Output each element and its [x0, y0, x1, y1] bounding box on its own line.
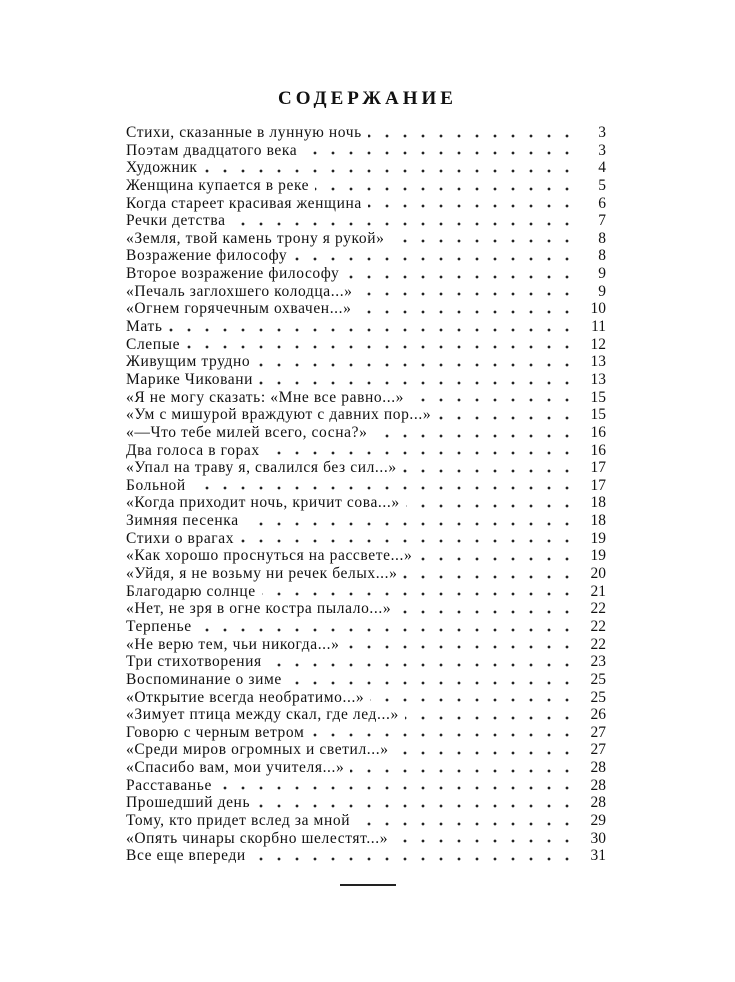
toc-entry [126, 283, 606, 301]
toc-entry-title: Марике Чиковани [126, 371, 259, 388]
toc-entry-page: 25 [590, 670, 606, 688]
toc-entry-leader [126, 512, 576, 530]
toc-entry [126, 389, 606, 407]
toc-entry-leader [126, 247, 576, 265]
toc-entry-page: 13 [590, 353, 606, 371]
toc-entry-leader [126, 124, 576, 142]
toc-entry [126, 812, 606, 830]
toc-entry-page: 18 [590, 494, 606, 512]
toc-entry-leader [126, 177, 576, 195]
toc-entry-leader [126, 724, 576, 742]
toc-entry-title: Стихи, сказанные в лунную ночь [126, 124, 368, 141]
toc-entry [126, 512, 606, 530]
toc-entry [126, 636, 606, 654]
page-title: СОДЕРЖАНИЕ [278, 88, 457, 109]
toc-entry-title: Речки детства [126, 212, 232, 229]
toc-entry-title: «Спасибо вам, мои учителя...» [126, 759, 350, 776]
toc-entry-page: 17 [590, 476, 606, 494]
toc-entry-page: 10 [590, 300, 606, 318]
toc-entry-leader [126, 195, 576, 213]
toc-entry-title: Три стихотворения [126, 653, 268, 670]
toc-entry-title: Женщина купается в реке [126, 177, 315, 194]
toc-entry-title: Терпенье [126, 618, 198, 635]
toc-entry-leader [126, 283, 576, 301]
toc-entry-title: «Как хорошо проснуться на рассвете...» [126, 547, 418, 564]
toc-entry-title: Воспоминание о зиме [126, 671, 288, 688]
toc-entry-title: Все еще впереди [126, 847, 252, 864]
toc-entry-title: Расставанье [126, 777, 218, 794]
toc-entry-page: 19 [590, 547, 606, 565]
toc-entry [126, 406, 606, 424]
toc-entry [126, 336, 606, 354]
toc-entry-leader [126, 530, 576, 548]
toc-entry-title: «Печаль заглохшего колодца...» [126, 283, 359, 300]
toc-entry-title: Больной [126, 477, 192, 494]
toc-entry [126, 741, 606, 759]
toc-entry [126, 353, 606, 371]
toc-entry-leader [126, 600, 576, 618]
toc-entry-leader [126, 424, 576, 442]
toc-entry-title: Поэтам двадцатого века [126, 142, 303, 159]
toc-entry [126, 477, 606, 495]
toc-entry [126, 124, 606, 142]
toc-entry-page: 23 [590, 653, 606, 671]
toc-entry-title: Прошедший день [126, 794, 256, 811]
toc-entry-leader [126, 265, 576, 283]
toc-entry-leader [126, 318, 576, 336]
toc-entry-leader [126, 212, 576, 230]
toc-entry-page: 21 [590, 582, 606, 600]
toc-entry [126, 442, 606, 460]
toc-entry [126, 830, 606, 848]
toc-entry [126, 459, 606, 477]
toc-entry-page: 26 [590, 706, 606, 724]
toc-entry-page: 16 [590, 423, 606, 441]
toc-entry-page: 6 [598, 194, 606, 212]
toc-entry [126, 706, 606, 724]
toc-entry-leader [126, 741, 576, 759]
toc-entry-title: Говорю с черным ветром [126, 724, 310, 741]
toc-entry-page: 27 [590, 723, 606, 741]
toc-entry-leader [126, 583, 576, 601]
toc-entry [126, 371, 606, 389]
toc-entry-leader [126, 230, 576, 248]
toc-entry-leader [126, 389, 576, 407]
toc-entry-page: 15 [590, 388, 606, 406]
toc-entry-page: 16 [590, 441, 606, 459]
toc-entry-leader [126, 142, 576, 160]
toc-entry-title: Благодарю солнце [126, 583, 262, 600]
toc-entry-title: «Упал на траву я, свалился без сил...» [126, 459, 403, 476]
toc-entry-page: 22 [590, 635, 606, 653]
toc-entry [126, 424, 606, 442]
toc-entry [126, 565, 606, 583]
toc-entry-page: 5 [598, 176, 606, 194]
toc-entry-page: 4 [598, 159, 606, 177]
toc-entry-leader [126, 777, 576, 795]
toc-entry [126, 159, 606, 177]
toc-entry [126, 653, 606, 671]
toc-entry [126, 724, 606, 742]
toc-entry-leader [126, 671, 576, 689]
toc-entry [126, 247, 606, 265]
toc-entry [126, 671, 606, 689]
toc-entry [126, 230, 606, 248]
toc-entry-leader [126, 494, 576, 512]
toc-entry-title: Тому, кто придет вслед за мной [126, 812, 356, 829]
toc-entry [126, 847, 606, 865]
toc-entry-leader [126, 371, 576, 389]
toc-entry [126, 494, 606, 512]
toc-entry-title: Слепые [126, 336, 186, 353]
toc-entry [126, 265, 606, 283]
toc-entry [126, 212, 606, 230]
toc-entry-leader [126, 406, 576, 424]
toc-entry-leader [126, 300, 576, 318]
toc-entry-leader [126, 653, 576, 671]
toc-entry-title: Художник [126, 159, 204, 176]
toc-entry-title: Два голоса в горах [126, 442, 266, 459]
toc-entry [126, 195, 606, 213]
toc-entry [126, 318, 606, 336]
toc-entry-page: 3 [598, 124, 606, 141]
toc-entry-leader [126, 336, 576, 354]
toc-entry-title: «Не верю тем, чьи никогда...» [126, 636, 345, 653]
toc-entry-page: 29 [590, 811, 606, 829]
toc-entry-leader [126, 565, 576, 583]
toc-entry-page: 17 [590, 459, 606, 477]
toc-entry-page: 28 [590, 776, 606, 794]
toc-entry-leader [126, 830, 576, 848]
toc-entry-title: «Нет, не зря в огне костра пылало...» [126, 600, 397, 617]
toc-entry [126, 177, 606, 195]
toc-entry-leader [126, 159, 576, 177]
toc-entry-page: 15 [590, 406, 606, 424]
toc-entry-page: 27 [590, 741, 606, 759]
toc-entry-title: «Уйдя, я не возьму ни речек белых...» [126, 565, 403, 582]
toc-entry-leader [126, 353, 576, 371]
toc-entry-page: 7 [598, 212, 606, 230]
toc-entry-page: 31 [590, 847, 606, 865]
toc-entry [126, 618, 606, 636]
toc-entry-page: 3 [598, 141, 606, 159]
toc-entry [126, 759, 606, 777]
toc-entry-leader [126, 618, 576, 636]
toc-entry-page: 25 [590, 688, 606, 706]
toc-entry [126, 583, 606, 601]
toc-entry-page: 9 [598, 282, 606, 300]
toc-entry-leader [126, 812, 576, 830]
toc-entry-page: 8 [598, 229, 606, 247]
toc-entry-leader [126, 706, 576, 724]
toc-entry-leader [126, 689, 576, 707]
toc-entry-title: Стихи о врагах [126, 530, 240, 547]
toc-entry [126, 600, 606, 618]
toc-entry-leader [126, 794, 576, 812]
toc-entry-leader [126, 636, 576, 654]
toc-entry-title: «Огнем горячечным охвачен...» [126, 300, 357, 317]
toc-entry-title: «Я не могу сказать: «Мне все равно...» [126, 389, 410, 406]
toc-entry-leader [126, 759, 576, 777]
toc-entry-title: «Опять чинары скорбно шелестят...» [126, 830, 394, 847]
toc-entry-page: 8 [598, 247, 606, 265]
table-of-contents [126, 124, 606, 865]
toc-entry-title: «Ум с мишурой враждуют с давних пор...» [126, 406, 437, 423]
toc-entry-leader [126, 459, 576, 477]
toc-entry-title: Зимняя песенка [126, 512, 245, 529]
toc-entry-page: 22 [590, 617, 606, 635]
toc-entry-page: 19 [590, 529, 606, 547]
toc-entry [126, 300, 606, 318]
toc-entry-title: Когда стареет красивая женщина [126, 195, 368, 212]
end-rule [340, 884, 396, 886]
toc-entry-page: 13 [590, 370, 606, 388]
toc-entry [126, 689, 606, 707]
toc-entry-leader [126, 442, 576, 460]
toc-entry-title: Второе возражение философу [126, 265, 345, 282]
toc-entry-page: 9 [598, 265, 606, 283]
toc-entry [126, 794, 606, 812]
toc-entry [126, 530, 606, 548]
toc-entry-title: Мать [126, 318, 169, 335]
toc-entry-leader [126, 547, 576, 565]
toc-entry-page: 22 [590, 600, 606, 618]
toc-entry-page: 18 [590, 512, 606, 530]
toc-entry-page: 28 [590, 759, 606, 777]
toc-entry-title: «Среди миров огромных и светил...» [126, 741, 395, 758]
toc-entry-page: 11 [591, 318, 606, 336]
toc-entry-page: 30 [590, 829, 606, 847]
toc-entry-title: «Земля, твой камень трону я рукой» [126, 230, 390, 247]
toc-entry-title: «Когда приходит ночь, кричит сова...» [126, 494, 406, 511]
toc-entry-page: 28 [590, 794, 606, 812]
toc-entry-page: 20 [590, 565, 606, 583]
toc-entry-title: «—Что тебе милей всего, сосна?» [126, 424, 373, 441]
toc-entry [126, 142, 606, 160]
toc-entry-title: «Зимует птица между скал, где лед...» [126, 706, 405, 723]
toc-entry-title: Возражение философу [126, 247, 293, 264]
toc-entry-title: «Открытие всегда необратимо...» [126, 689, 370, 706]
toc-entry-leader [126, 477, 576, 495]
toc-entry [126, 547, 606, 565]
toc-entry [126, 777, 606, 795]
toc-entry-title: Живущим трудно [126, 353, 256, 370]
toc-entry-page: 12 [590, 335, 606, 353]
toc-entry-leader [126, 847, 576, 865]
